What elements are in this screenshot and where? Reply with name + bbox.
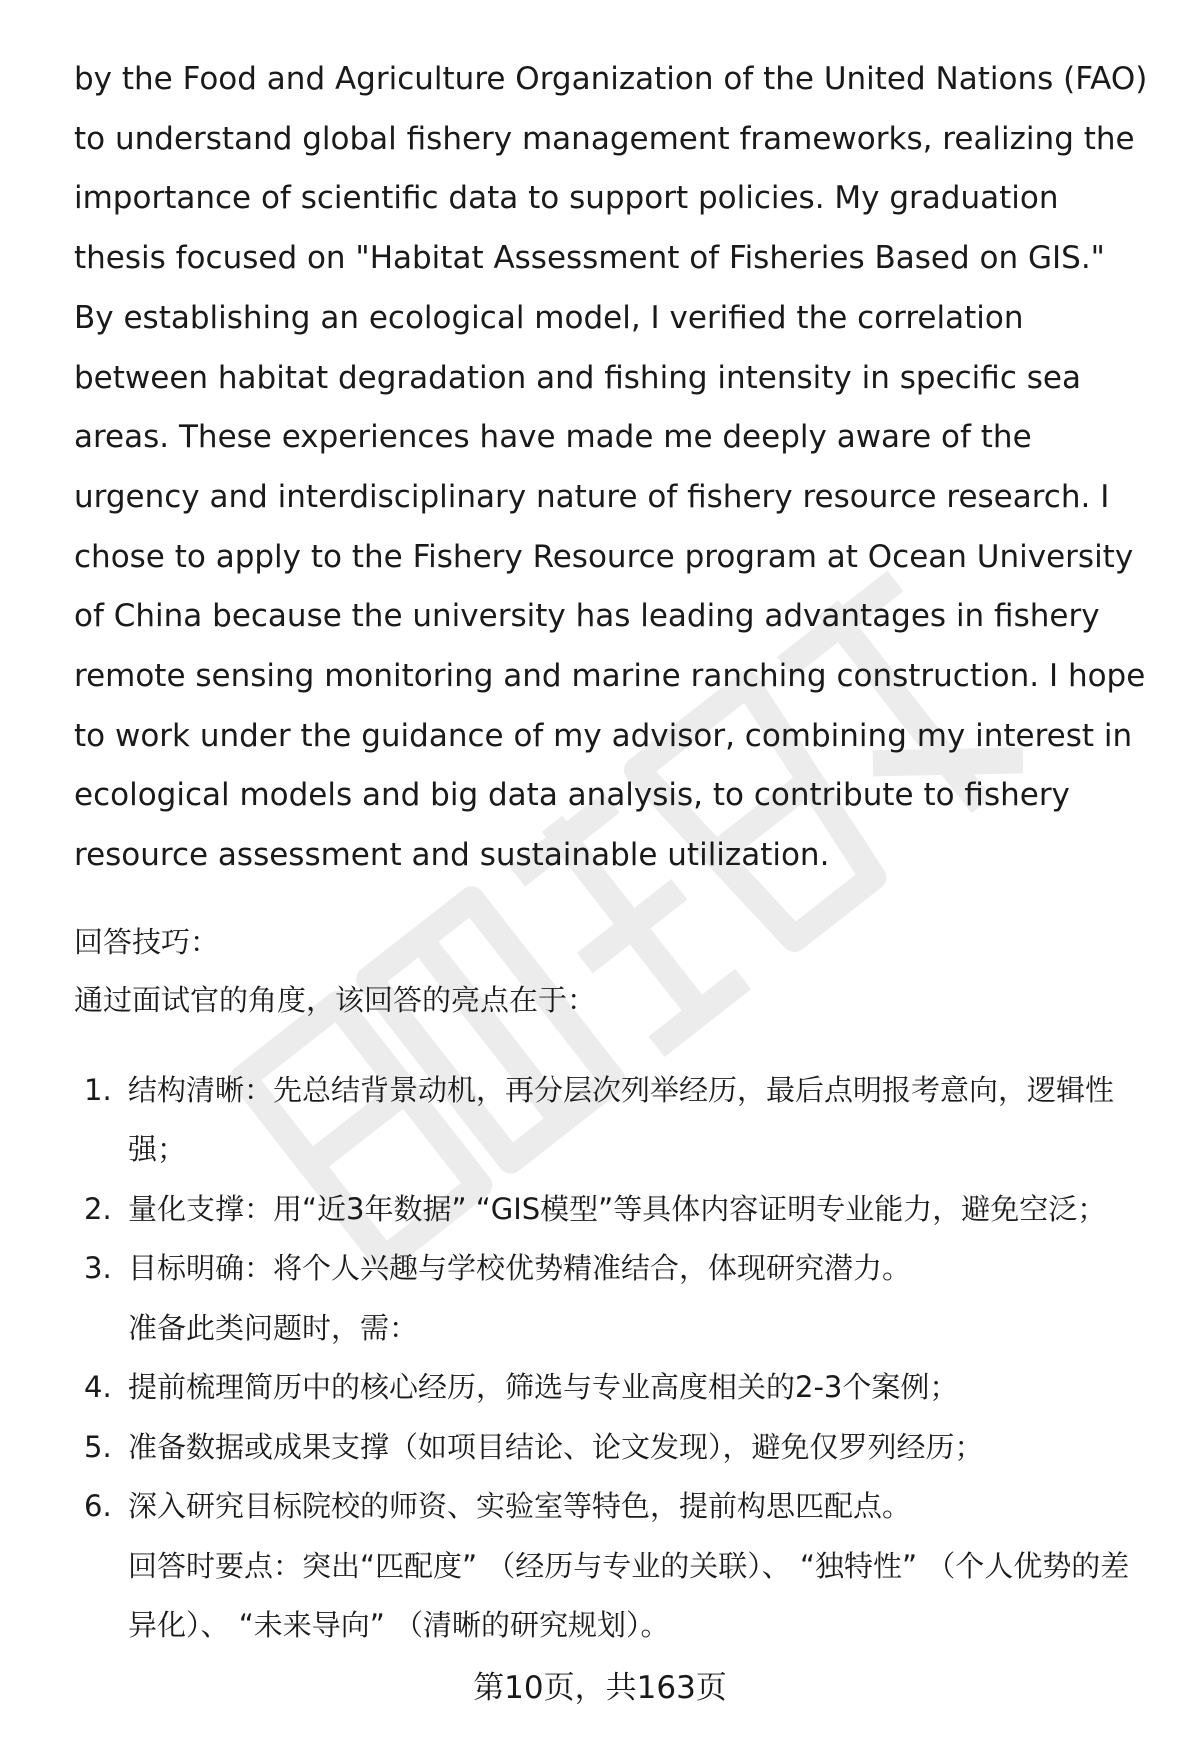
list-number: 1.: [84, 1072, 112, 1107]
list-item: [74, 1061, 1154, 1180]
list-item: [74, 1180, 1154, 1240]
list-number: 4.: [84, 1370, 112, 1405]
tips-intro: 通过面试官的角度，该回答的亮点在于：: [74, 982, 597, 1017]
highlights-list: [74, 1061, 1154, 1656]
list-item: [74, 1239, 1154, 1299]
list-text: 提前梳理简历中的核心经历，筛选与专业高度相关的2-3个案例；: [128, 1370, 959, 1405]
list-text: 目标明确：将个人兴趣与学校优势精准结合，体现研究潜力。: [128, 1251, 912, 1286]
list-item: [74, 1477, 1154, 1537]
answer-points: 回答时要点：突出“匹配度” （经历与专业的关联）、 “独特性” （个人优势的差异化）、 “未来导向” （清晰的研究规划）。: [128, 1548, 1130, 1643]
list-number: 3.: [84, 1251, 112, 1286]
list-text: 深入研究目标院校的师资、实验室等特色，提前构思匹配点。: [128, 1489, 912, 1524]
list-text: 准备数据或成果支撑（如项目结论、论文发现），避免仅罗列经历；: [128, 1429, 984, 1464]
list-text: 结构清晰：先总结背景动机，再分层次列举经历，最后点明报考意向，逻辑性强；: [128, 1072, 1115, 1167]
prep-intro: 准备此类问题时，需：: [128, 1310, 419, 1345]
body-paragraph: by the Food and Agriculture Organization of the United Nations (FAO) to understand global fishery management frameworks, realizing the importance of scientific data to support policies. My graduation thesis focused on "Habitat Assessment of Fisheries Based on GIS." By establishing an ecological model, I verified the correlation between habitat degradation and fishing intensity in specific sea areas. These experiences have made me deeply aware of the urgency and interdisciplinary nature of fishery resource research. I chose to apply to the Fishery Resource program at Ocean University of China because the university has leading advantages in fishery remote sensing monitoring and marine ranching construction. I hope to work under the guidance of my advisor, combining my interest in ecological models and big data analysis, to contribute to fishery resource assessment and sustainable utilization.: [74, 61, 1148, 874]
list-number: 6.: [84, 1489, 112, 1524]
list-number: 5.: [84, 1429, 112, 1464]
list-item: [74, 1358, 1154, 1418]
list-item: [74, 1418, 1154, 1478]
tips-title: 回答技巧：: [74, 924, 220, 959]
page-content: [74, 50, 1154, 1656]
list-text: 量化支撑：用“近3年数据” “GIS模型”等具体内容证明专业能力，避免空泛；: [128, 1191, 1107, 1226]
page-number-footer: 第10页，共163页: [473, 1670, 727, 1706]
list-number: 2.: [84, 1191, 112, 1226]
